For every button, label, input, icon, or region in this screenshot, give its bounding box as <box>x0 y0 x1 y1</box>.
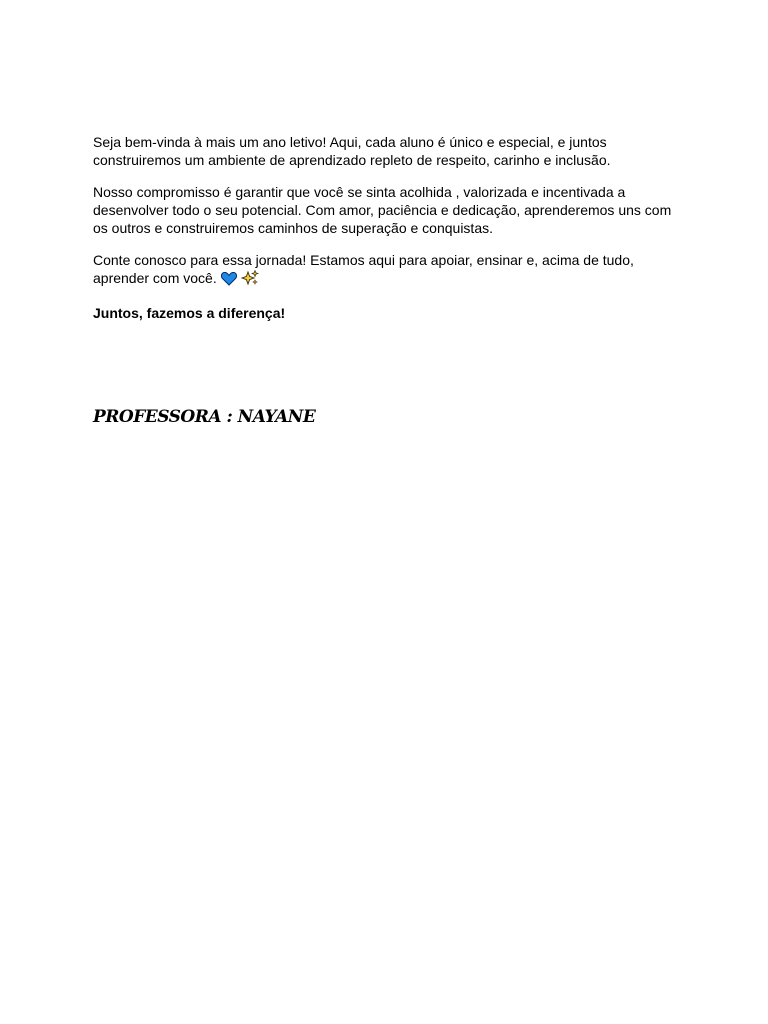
teacher-signature: PROFESSORA : NAYANE <box>93 407 316 427</box>
paragraph-commitment: Nosso compromisso é garantir que você se sinta acolhida , valorizada e incentivada a desenvolver todo o seu potencial. Com amor, paciência e dedicação, aprenderemos uns com os outros e construiremos caminhos de superação e conquistas. <box>93 184 672 236</box>
paragraph-journey-text: Conte conosco para essa jornada! Estamos aqui para apoiar, ensinar e, acima de tudo, aprender com você. <box>93 252 634 286</box>
paragraph-journey <box>93 251 673 290</box>
paragraph-welcome: Seja bem-vinda à mais um ano letivo! Aqui, cada aluno é único e especial, e juntos construiremos um ambiente de aprendizado repleto de respeito, carinho e inclusão. <box>93 134 611 168</box>
closing-line: Juntos, fazemos a diferença! <box>93 305 286 321</box>
sparkles-icon <box>241 270 259 290</box>
blue-heart-icon <box>221 272 237 290</box>
letter-body <box>93 133 673 336</box>
